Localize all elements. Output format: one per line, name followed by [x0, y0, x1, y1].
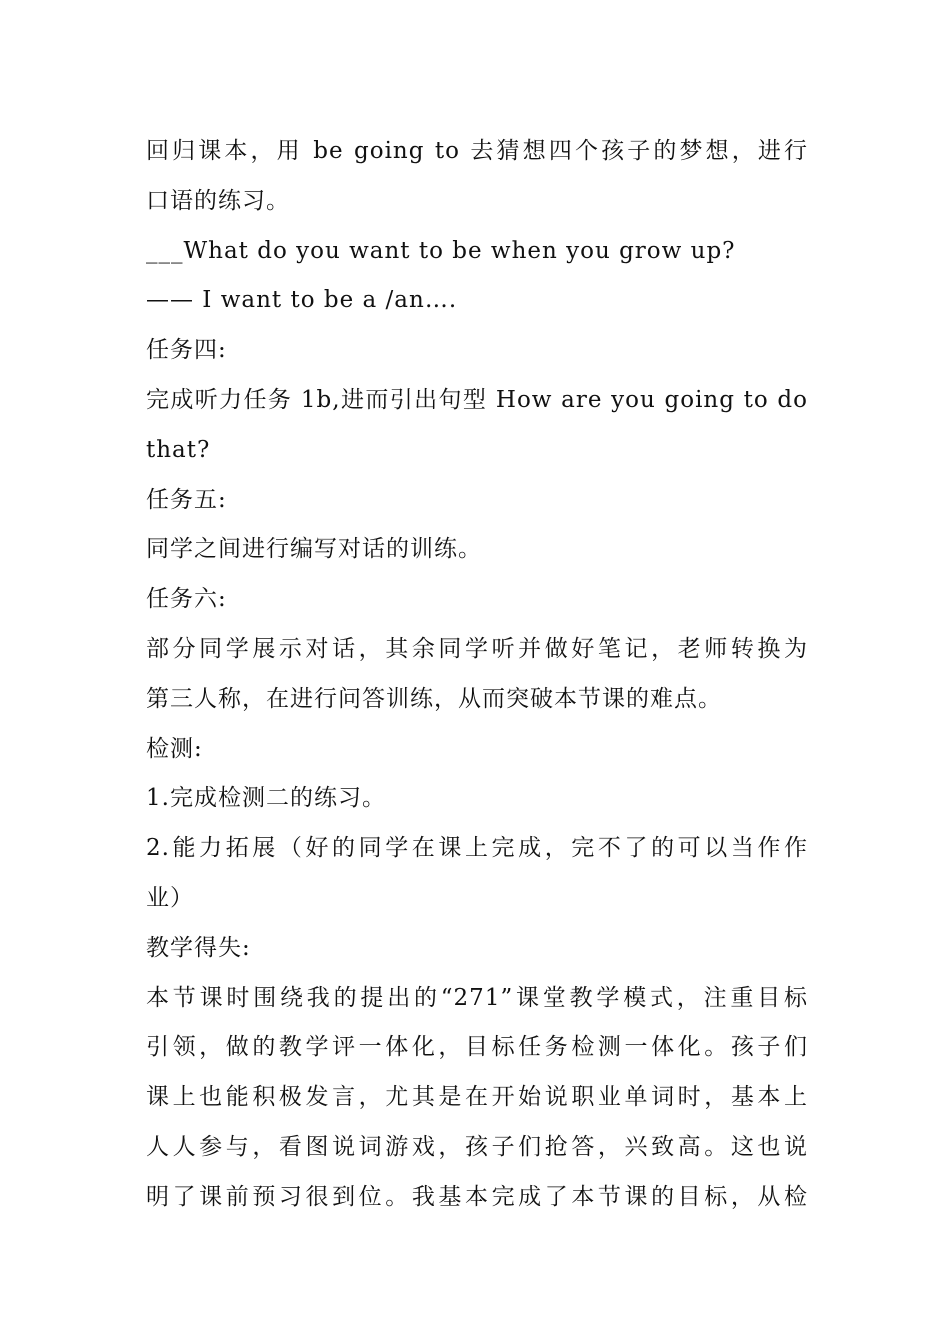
paragraph-line: that? [146, 436, 211, 463]
paragraph-line: 人人参与，看图说词游戏，孩子们抢答，兴致高。这也说 [146, 1133, 808, 1160]
paragraph-line: 完成听力任务 1b,进而引出句型 How are you going to do [146, 386, 808, 413]
list-item: 1.完成检测二的练习。 [146, 785, 386, 812]
paragraph-line: 第三人称，在进行问答训练，从而突破本节课的难点。 [146, 685, 722, 712]
dialogue-answer-line: —— I want to be a /an…. [146, 287, 458, 314]
paragraph-line: 同学之间进行编写对话的训练。 [146, 536, 482, 563]
dialogue-question-line: ___What do you want to be when you grow up? [146, 237, 736, 264]
paragraph-line: 引领，做的教学评一体化，目标任务检测一体化。孩子们 [146, 1034, 808, 1061]
paragraph-line: 课上也能积极发言，尤其是在开始说职业单词时，基本上 [146, 1084, 808, 1111]
paragraph-line: 回归课本，用 be going to 去猜想四个孩子的梦想，进行 [146, 138, 808, 164]
section-heading: 检测: [146, 735, 203, 762]
list-item: 2.能力拓展（好的同学在课上完成，完不了的可以当作作 [146, 835, 808, 862]
paragraph-line: 口语的练习。 [146, 187, 290, 214]
task-heading: 任务六: [146, 586, 227, 613]
paragraph-line: 明了课前预习很到位。我基本完成了本节课的目标，从检 [146, 1183, 808, 1210]
section-heading: 教学得失: [146, 934, 251, 961]
document-body [146, 127, 808, 1223]
paragraph-line: 本节课时围绕我的提出的“271”课堂教学模式，注重目标 [146, 984, 808, 1011]
paragraph-line: 业） [146, 884, 194, 911]
task-heading: 任务四: [146, 337, 227, 364]
task-heading: 任务五: [146, 486, 227, 513]
paragraph-line: 部分同学展示对话，其余同学听并做好笔记，老师转换为 [146, 635, 808, 662]
